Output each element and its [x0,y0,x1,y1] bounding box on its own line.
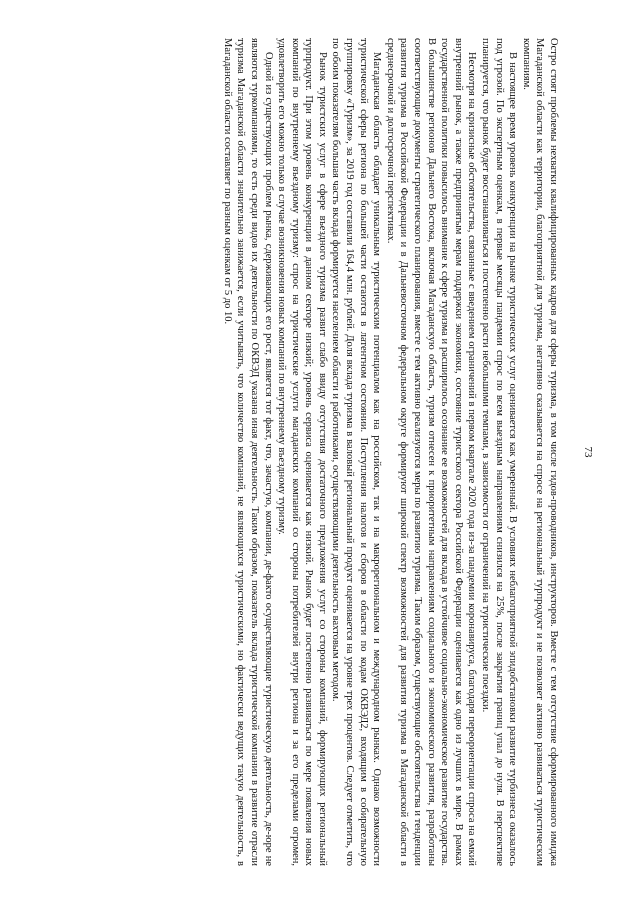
paragraph-5: Рынок туристских услуг в сфере въездного туризма развит слабо ввиду отсутствия достаточного предложения услуг со стороны компаний, формирующих региональный турпродукт. При этом уровень конкуренции в данном секторе низкий; уровень сервиса оценивается как низкий. Рынок будет постепенно развиваться по мере появления новых компаний по внутреннему въездному туризму: спрос на туристические услуги магаданских компаний со стороны потребителей внутри региона и за его пределами огромен, удовлетворить его можно только в случае возникновения новых компаний по внутреннему въездному туризму. [276,38,328,866]
page-number: 73 [582,446,594,458]
body-text [72,38,560,866]
paragraph-4: Магаданская область обладает уникальным туристическим потенциалом как на российском, так и на макрорегиональном и международном рынках. Однако возможности туристической сферы региона по большей части остаются в латентном состоянии. Поступления налогов и сборов в области по кодам ОКВЭД2, входящим в собирательную группировку «Туризм», за 2019 год составили 164,4 млн. рублей. Доля вклада туризма в валовый региональный продукт оценивается на уровне трех процентов. Следует отметить, что по обоим показателям большая часть вклада формируется населением области и работниками, осуществляющими деятельность вахтовым методом. [330,38,383,866]
rotated-text-frame [72,38,560,866]
paragraph-2: В настоящее время уровень конкуренции на рынке туристических услуг оценивается как умеренный. В условиях неблагоприятной эпидобстановки развитие турбизнеса оказалось под угрозой. По экспертным оценкам, в первые месяцы пандемии спрос по всем выездным направлениям снизился на 25%, после закрытия границ упал до нуля. В перспективе планируется, что рынок будет восстанавливаться и постепенно расти небольшими темпами, в зависимости от ограничений на туристические поездки. [480,38,519,866]
paragraph-6: Одной из существующих проблем рынка, сдерживающих его рост, является тот факт, что, зачастую, компании, де-факто осуществляющие туристическую деятельность, де-юре не являются туркомпаниями, то есть среди видов их деятельности по ОКВЭД указана иная деятельность. Таким образом, показатель вклада туристической компании в развитие отрасли туризма Магаданской области значительно занижается, если учитывать, что количество компаний, не являющихся туристическими, но фактически ведущих такую деятельность, в Магаданской области составляет по разным оценкам от 5 до 10. [221,38,274,866]
paragraph-1: Остро стоят проблемы нехватки квалифицированных кадров для сферы туризма, в том числе гидов-проводников, инструкторов. Вместе с тем отсутствие сформированного имиджа Магаданской области как территории, благоприятной для туризма, негативно сказывается на спросе на региональный турпродукт и не позволяет активно развиваться туристическим компаниям. [520,38,559,866]
paragraph-3: Несмотря на кризисные обстоятельства, связанные с введением ограничений в первом квартале 2020 года из-за пандемии коронавируса, благодаря переориентации спроса на емкий внутренний рынок, а также предпринятым мерам поддержки экономики, состояние туристского сектора Российской Федерации оценивается как одно из лучших в мире. В рамках государственной политики повысилось внимание к сфере туризма и расширилось осознание ее возможностей для вклада в устойчивое социально-экономическое развитие государства. В большинстве регионов Дальнего Востока, включая Магаданскую область, туризм отнесен к приоритетным направлениям социального и экономического развития, разработаны соответствующие документы стратегического планирования, вместе с тем активно реализуются меры по развитию туризма. Таким образом, существующие обстоятельства и тенденции развития туризма в Российской Федерации и в Дальневосточном федеральном округе формируют широкий спектр возможностей для развития туризма в Магаданской области в среднесрочной и долгосрочной перспективах. [384,38,478,866]
